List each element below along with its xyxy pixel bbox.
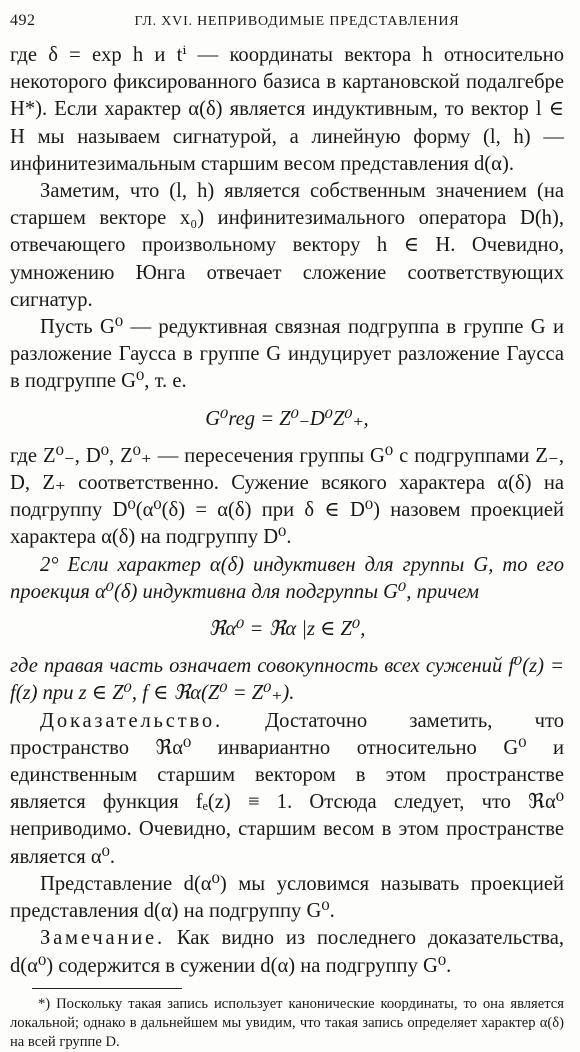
paragraph-4: где Z⁰₋, D⁰, Z⁰₊ — пересечения группы G⁰ с подгруппами Z₋, D, Z₊ соответственно. Сужение всякого характера α(δ) на подгруппу D⁰(α⁰(δ) = α(δ) при δ ∈ D⁰) назовем проекцией характера α(δ) на подгруппу D⁰.	[10, 444, 564, 549]
paragraph-3: Пусть G⁰ — редуктивная связная подгруппа в группе G и разложение Гаусса в группе G индуцирует разложение Гаусса в подгруппе G⁰, т. е.	[10, 316, 564, 393]
remark-paragraph	[10, 925, 564, 979]
footnote	[10, 995, 564, 1052]
statement-2: 2° Если характер α(δ) индуктивен для группы G, то его проекция α⁰(δ) индуктивна для подгруппы G⁰, причем	[10, 553, 564, 603]
proof-label: Доказательство.	[40, 709, 223, 732]
footnote-divider	[32, 988, 182, 989]
paragraph-2: Заметим, что (l, h) является собственным значением (на старшем векторе x₀) инфинитезимального оператора D(h), отвечающего произвольному вектору h ∈ H. Очевидно, умножению Юнга отвечает сложение соответствующих сигнатур.	[10, 180, 564, 311]
paragraph-1: где δ = exp h и tⁱ — координаты вектора h относительно некоторого фиксированного базиса в картановской подалгебре H*). Если характер α(δ) является индуктивным, то вектор l ∈ H мы называем сигнатурой, а линейную форму (l, h) — инфинитезимальным старшим весом представления d(α).	[10, 44, 564, 175]
formula-restriction: ℜα⁰ = ℜα |z ∈ Z⁰,	[208, 618, 366, 641]
remark-label: Замечание.	[40, 927, 165, 950]
footnote-text: *) Поскольку такая запись использует канонические координаты, то она является локальной; однако в дальнейшем мы увидим, что такая запись определяет характер α(δ) на всей группе D.	[10, 995, 564, 1050]
proof-paragraph	[10, 708, 564, 871]
main-text	[10, 42, 564, 980]
formula-gauss-decomposition: G⁰reg = Z⁰₋D⁰Z⁰₊,	[205, 407, 369, 430]
remark-text: Как видно из последнего доказательства, d(α⁰) содержится в сужении d(α) на подгруппу G⁰.	[10, 927, 564, 977]
chapter-title: ГЛ. XVI. НЕПРИВОДИМЫЕ ПРЕДСТАВЛЕНИЯ	[134, 14, 460, 29]
paragraph-8: Представление d(α⁰) мы условимся называть проекцией представления d(α) на подгруппу G⁰.	[10, 872, 564, 923]
paragraph-6: где правая часть означает совокупность всех сужений f⁰(z) = f(z) при z ∈ Z⁰, f ∈ ℜα(Z⁰ = Z⁰₊).	[10, 655, 564, 705]
proof-text: Достаточно заметить, что пространство ℜα⁰ инвариантно относительно G⁰ и единственным старшим вектором в этом пространстве является функция fₑ(z) ≡ 1. Отсюда следует, что ℜα⁰ неприводимо. Очевидно, старшим весом в этом пространстве является α⁰.	[10, 709, 564, 868]
running-head	[10, 12, 564, 42]
page-number: 492	[10, 12, 36, 29]
